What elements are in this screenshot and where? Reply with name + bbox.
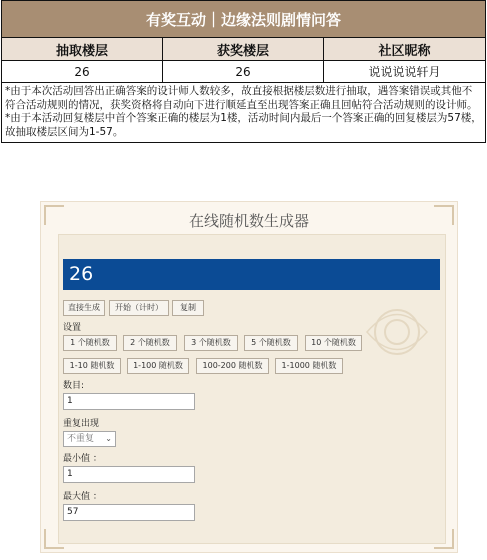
cell-winning-floor: 26 <box>163 61 324 83</box>
preset-range-1-10-button[interactable]: 1-10 随机数 <box>63 358 121 374</box>
column-header-draw-floor: 抽取楼层 <box>2 38 163 61</box>
preset-10-numbers-button[interactable]: 10 个随机数 <box>305 335 362 351</box>
preset-5-numbers-button[interactable]: 5 个随机数 <box>244 335 298 351</box>
result-display: 26 <box>63 259 440 290</box>
cell-nickname: 说说说说轩月 <box>324 61 486 83</box>
cell-draw-floor: 26 <box>2 61 163 83</box>
preset-range-100-200-button[interactable]: 100-200 随机数 <box>196 358 269 374</box>
start-timer-button[interactable]: 开始（计时） <box>109 300 169 316</box>
preset-2-numbers-button[interactable]: 2 个随机数 <box>123 335 177 351</box>
preset-range-1-100-button[interactable]: 1-100 随机数 <box>127 358 189 374</box>
random-generator-panel <box>40 201 458 553</box>
repeat-select-value: 不重复 <box>67 434 95 444</box>
preset-3-numbers-button[interactable]: 3 个随机数 <box>184 335 238 351</box>
min-input[interactable]: 1 <box>63 466 195 483</box>
table-title: 有奖互动｜边缘法则剧情问答 <box>2 1 486 38</box>
repeat-select[interactable] <box>63 431 116 447</box>
column-header-winning-floor: 获奖楼层 <box>163 38 324 61</box>
count-input[interactable]: 1 <box>63 393 195 410</box>
max-label: 最大值 ： <box>63 492 102 502</box>
settings-label: 设置 <box>63 323 82 333</box>
copy-button[interactable]: 复制 <box>172 300 204 316</box>
column-header-nickname: 社区昵称 <box>324 38 486 61</box>
rules-note <box>2 83 486 143</box>
min-label: 最小值 ： <box>63 454 102 464</box>
repeat-label: 重复出现 <box>63 419 100 429</box>
generator-title: 在线随机数生成器 <box>188 212 309 230</box>
chevron-down-icon: ⌄ <box>105 434 112 443</box>
generate-button[interactable]: 直接生成 <box>63 300 105 316</box>
result-table <box>1 0 486 143</box>
preset-1-number-button[interactable]: 1 个随机数 <box>63 335 117 351</box>
count-label: 数目: <box>63 381 85 391</box>
decorative-pattern-icon <box>357 297 437 367</box>
preset-range-1-1000-button[interactable]: 1-1000 随机数 <box>275 358 343 374</box>
rules-note-2: *由于本活动回复楼层中首个答案正确的楼层为1楼，活动时间内最后一个答案正确的回复楼层为57楼，故抽取楼层区间为1-57。 <box>5 112 482 138</box>
rules-note-1: *由于本次活动回答出正确答案的设计师人数较多，故直接根据楼层数进行抽取，遇答案错误或其他不符合活动规则的情况，获奖资格将自动向下进行顺延直至出现答案正确且回帖符合活动规则的设计师。 <box>5 85 478 111</box>
table-row <box>2 61 486 83</box>
max-input[interactable]: 57 <box>63 504 195 521</box>
